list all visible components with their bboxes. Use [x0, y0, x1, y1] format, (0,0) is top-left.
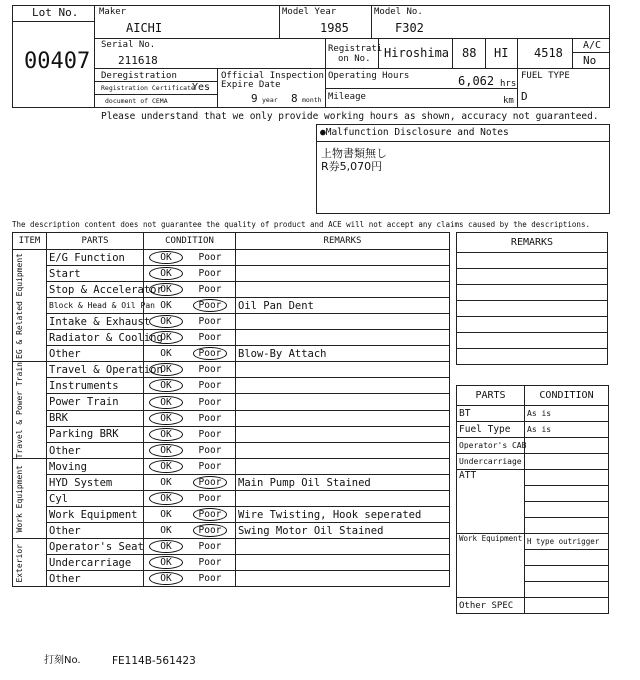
poor-label: Poor — [198, 268, 222, 279]
spec-work-label: Work Equipment — [457, 534, 525, 598]
side-remarks-cell — [457, 349, 608, 365]
part-name: Instruments — [47, 378, 144, 394]
table-row — [13, 362, 450, 378]
side-remarks-header: REMARKS — [457, 233, 608, 253]
spec-bt-value: As is — [525, 406, 609, 422]
remark — [236, 250, 450, 266]
group-label-text: Travel & Power Train — [15, 362, 24, 459]
spec-under-label: Undercarriage — [457, 454, 525, 470]
condition-cell — [144, 523, 236, 539]
condition-cell — [144, 459, 236, 475]
poor-label: Poor — [198, 428, 222, 440]
mileage-line — [325, 88, 517, 89]
side-remarks-cell — [457, 285, 608, 301]
ok-option — [144, 316, 188, 327]
remark — [236, 555, 450, 571]
table-row — [13, 475, 450, 491]
model-no: F302 — [395, 21, 424, 35]
condition-cell — [144, 475, 236, 491]
ok-option — [144, 380, 188, 391]
spec-cab-label: Operator's CAB — [457, 438, 525, 454]
col-condition-header: CONDITION — [144, 233, 236, 250]
vline-c — [325, 38, 326, 108]
ok-option — [144, 364, 188, 375]
part-name: Operator's Seat — [47, 539, 144, 555]
part-name: Other — [47, 443, 144, 459]
poor-label: Poor — [193, 476, 228, 489]
spec-fuel-value: As is — [525, 422, 609, 438]
ok-option — [144, 445, 188, 456]
mileage-unit: km — [503, 96, 514, 106]
poor-label: Poor — [198, 332, 222, 343]
part-name: Block & Head & Oil Pan — [47, 298, 144, 314]
side-remarks-row — [457, 301, 608, 317]
ok-label: OK — [149, 267, 182, 280]
poor-label: Poor — [198, 557, 222, 569]
table-row — [13, 346, 450, 362]
disclaimer: The description content does not guarantee the quality of product and ACE will not accept any claims caused by the descriptions. — [12, 220, 590, 229]
ok-option — [144, 252, 188, 263]
spec-condition-header: CONDITION — [525, 386, 609, 406]
condition-cell — [144, 410, 236, 426]
inspection-label-2: Expire Date — [221, 80, 281, 90]
poor-label: Poor — [198, 396, 222, 408]
remark — [236, 539, 450, 555]
table-row — [13, 378, 450, 394]
poor-label: Poor — [198, 252, 222, 263]
ok-option — [144, 397, 188, 408]
maker: AICHI — [126, 21, 163, 35]
ok-option — [144, 429, 188, 440]
poor-option — [188, 477, 232, 488]
table-row — [13, 523, 450, 539]
part-name: Work Equipment — [47, 507, 144, 523]
ok-option — [144, 332, 188, 343]
registration-label-1: Registrati — [328, 44, 383, 54]
remark — [236, 491, 450, 507]
poor-option — [188, 541, 232, 552]
malfunction-title: ●Malfunction Disclosure and Notes — [320, 127, 509, 138]
ok-option — [144, 557, 188, 568]
remark: Swing Motor Oil Stained — [236, 523, 450, 539]
part-name: Undercarriage — [47, 555, 144, 571]
part-name: Other — [47, 346, 144, 362]
ok-label: OK — [149, 363, 182, 376]
poor-label: Poor — [193, 299, 228, 312]
poor-label: Poor — [198, 284, 222, 295]
group-label — [13, 250, 47, 362]
ok-option — [144, 573, 188, 584]
header-row-line-2 — [95, 68, 610, 69]
remark — [236, 459, 450, 475]
poor-option — [188, 525, 232, 536]
condition-cell — [144, 362, 236, 378]
hours-label: Operating Hours — [328, 71, 410, 81]
poor-label: Poor — [193, 524, 228, 537]
ok-label: OK — [160, 300, 172, 311]
spec-work-value: H type outrigger — [525, 534, 609, 550]
ok-label: OK — [149, 412, 182, 425]
ok-label: OK — [149, 444, 182, 457]
spec-cab-value — [525, 438, 609, 454]
poor-label: Poor — [198, 461, 222, 473]
ok-option — [144, 493, 188, 504]
condition-cell — [144, 282, 236, 298]
side-remarks-cell — [457, 317, 608, 333]
ac-line — [572, 52, 610, 53]
condition-cell — [144, 378, 236, 394]
malfunction-line2: R券5,070円 — [321, 160, 383, 173]
ok-option — [144, 284, 188, 295]
lot-no: 00407 — [24, 49, 91, 74]
poor-option — [188, 252, 232, 263]
hours-value: 6,062 — [458, 74, 495, 88]
ok-label: OK — [149, 572, 182, 585]
ok-option — [144, 300, 188, 311]
condition-cell — [144, 346, 236, 362]
part-name: Parking BRK — [47, 426, 144, 442]
registration-label-2: on No. — [338, 54, 371, 64]
side-remarks-cell — [457, 301, 608, 317]
remark — [236, 314, 450, 330]
col-remarks-header: REMARKS — [236, 233, 450, 250]
poor-option — [188, 493, 232, 504]
ok-label: OK — [160, 525, 172, 537]
poor-option — [188, 332, 232, 343]
spec-att-value-1 — [525, 470, 609, 486]
table-row — [13, 507, 450, 523]
part-name: BRK — [47, 410, 144, 426]
spec-fuel-label: Fuel Type — [457, 422, 525, 438]
ok-option — [144, 348, 188, 359]
serial-no: 211618 — [118, 54, 158, 67]
spec-other-label: Other SPEC — [457, 598, 525, 614]
poor-option — [188, 316, 232, 327]
remark — [236, 426, 450, 442]
poor-label: Poor — [198, 316, 222, 327]
spec-att-value-4 — [525, 518, 609, 534]
table-row — [13, 443, 450, 459]
col-parts-header: PARTS — [47, 233, 144, 250]
condition-cell — [144, 394, 236, 410]
deregistration-label: Deregistration — [101, 71, 177, 81]
part-name: Start — [47, 266, 144, 282]
part-name: Power Train — [47, 394, 144, 410]
poor-label: Poor — [193, 508, 228, 521]
remark — [236, 266, 450, 282]
ok-label: OK — [149, 315, 182, 328]
part-name: Travel & Operation — [47, 362, 144, 378]
poor-option — [188, 461, 232, 472]
reg-city: Hiroshima — [384, 46, 450, 60]
spec-work-value-3 — [525, 566, 609, 582]
condition-cell — [144, 507, 236, 523]
group-label-text: Exterior — [15, 543, 24, 583]
ok-option — [144, 461, 188, 472]
condition-cell — [144, 426, 236, 442]
ok-label: OK — [149, 396, 182, 409]
ok-option — [144, 268, 188, 279]
remark: Oil Pan Dent — [236, 298, 450, 314]
side-remarks-row — [457, 333, 608, 349]
table-row — [13, 555, 450, 571]
hours-unit: hrs — [500, 79, 517, 89]
remark — [236, 362, 450, 378]
side-remarks-cell — [457, 253, 608, 269]
spec-bt-label: BT — [457, 406, 525, 422]
part-name: Other — [47, 571, 144, 587]
remark — [236, 394, 450, 410]
ok-label: OK — [149, 379, 182, 392]
ok-label: OK — [149, 460, 182, 473]
condition-cell — [144, 555, 236, 571]
poor-option — [188, 364, 232, 375]
notice: Please understand that we only provide working hours as shown, accuracy not guaranteed. — [101, 111, 599, 122]
condition-cell — [144, 571, 236, 587]
part-name: Radiator & Cooling — [47, 330, 144, 346]
table-row — [13, 571, 450, 587]
maker-label: Maker — [99, 7, 127, 17]
reg-certificate-value: Yes — [192, 82, 211, 93]
condition-cell — [144, 250, 236, 266]
poor-label: Poor — [198, 573, 222, 585]
ok-label: OK — [149, 283, 182, 296]
poor-option — [188, 509, 232, 520]
malfunction-title-line — [316, 141, 610, 142]
ac-label: A/C — [583, 40, 602, 51]
stamp-value: FE114B-561423 — [112, 655, 196, 667]
poor-option — [188, 573, 232, 584]
ok-label: OK — [149, 556, 182, 569]
part-name: Intake & Exhaust — [47, 314, 144, 330]
poor-option — [188, 380, 232, 391]
ok-label: OK — [149, 492, 182, 505]
part-name: HYD System — [47, 475, 144, 491]
ok-label: OK — [149, 428, 182, 441]
reg-num1: 88 — [462, 46, 477, 60]
table-row — [13, 394, 450, 410]
serial-no-label: Serial No. — [101, 40, 156, 50]
table-row — [13, 410, 450, 426]
ok-label: OK — [160, 477, 172, 489]
remark — [236, 282, 450, 298]
table-row — [13, 330, 450, 346]
table-row — [13, 250, 450, 266]
ok-label: OK — [149, 331, 182, 344]
poor-option — [188, 284, 232, 295]
side-remarks-cell — [457, 269, 608, 285]
table-row — [13, 282, 450, 298]
model-year-label: Model Year — [282, 7, 337, 17]
table-row — [13, 314, 450, 330]
poor-option — [188, 445, 232, 456]
ok-label: OK — [149, 540, 182, 553]
ok-option — [144, 477, 188, 488]
spec-other-value — [525, 598, 609, 614]
poor-label: Poor — [193, 347, 228, 360]
poor-label: Poor — [198, 493, 222, 505]
side-remarks-row — [457, 317, 608, 333]
ok-option — [144, 413, 188, 424]
ok-label: OK — [160, 348, 172, 359]
vline-a — [279, 5, 280, 38]
ok-label: OK — [149, 251, 182, 264]
inspection-label-1: Official Inspection — [221, 71, 324, 81]
inspection-table — [12, 232, 450, 587]
vline-e — [452, 38, 453, 68]
group-label-text: Work Equipment — [15, 465, 24, 533]
part-name: Other — [47, 523, 144, 539]
month-unit: month — [302, 96, 322, 104]
spec-table — [456, 385, 609, 614]
cema-label: document of CEMA — [105, 97, 168, 105]
year-unit: year — [262, 96, 278, 104]
poor-option — [188, 413, 232, 424]
side-remarks-row — [457, 269, 608, 285]
lot-no-label: Lot No. — [32, 6, 79, 19]
poor-option — [188, 348, 232, 359]
side-remarks-row — [457, 253, 608, 269]
group-label — [13, 459, 47, 539]
stamp-label: 打刻No. — [44, 655, 81, 666]
table-row — [13, 459, 450, 475]
vline-h — [572, 38, 573, 68]
poor-option — [188, 397, 232, 408]
remark — [236, 378, 450, 394]
vline-b — [371, 5, 372, 38]
poor-label: Poor — [198, 541, 222, 553]
header-row-line-1 — [95, 38, 610, 39]
fuel-type-label: FUEL TYPE — [521, 71, 570, 81]
expire-month: 8 — [291, 92, 298, 105]
condition-cell — [144, 491, 236, 507]
ok-option — [144, 509, 188, 520]
side-remarks-row — [457, 285, 608, 301]
remark: Main Pump Oil Stained — [236, 475, 450, 491]
ok-option — [144, 525, 188, 536]
spec-work-value-2 — [525, 550, 609, 566]
ok-option — [144, 541, 188, 552]
vline-g — [517, 38, 518, 108]
table-row — [13, 426, 450, 442]
reg-num2: 4518 — [534, 46, 563, 60]
part-name: Cyl — [47, 491, 144, 507]
table-row — [13, 491, 450, 507]
group-label-text: EG & Related Equipment — [15, 252, 24, 359]
reg-certificate-label: Registration Certificate — [101, 84, 195, 92]
ok-label: OK — [160, 509, 172, 521]
remark — [236, 443, 450, 459]
condition-cell — [144, 266, 236, 282]
poor-option — [188, 268, 232, 279]
table-row — [13, 266, 450, 282]
poor-option — [188, 300, 232, 311]
model-no-label: Model No. — [374, 7, 423, 17]
remark — [236, 410, 450, 426]
spec-parts-header: PARTS — [457, 386, 525, 406]
side-remarks-cell — [457, 333, 608, 349]
ac-value: No — [583, 54, 597, 67]
condition-cell — [144, 330, 236, 346]
poor-label: Poor — [198, 412, 222, 424]
remark: Wire Twisting, Hook seperated — [236, 507, 450, 523]
remark — [236, 571, 450, 587]
fuel-type: D — [521, 90, 528, 103]
vline-dereg — [217, 68, 218, 108]
col-item-header: ITEM — [13, 233, 47, 250]
table-row — [13, 298, 450, 314]
part-name: Moving — [47, 459, 144, 475]
part-name: E/G Function — [47, 250, 144, 266]
condition-cell — [144, 539, 236, 555]
part-name: Stop & Accelerator — [47, 282, 144, 298]
group-label — [13, 362, 47, 459]
malfunction-line1: 上物書類無し — [321, 147, 387, 160]
poor-option — [188, 557, 232, 568]
group-label — [13, 539, 47, 587]
spec-att-value-2 — [525, 486, 609, 502]
poor-label: Poor — [198, 380, 222, 392]
spec-att-label: ATT — [457, 470, 525, 534]
mileage-label: Mileage — [328, 92, 366, 102]
model-year: 1985 — [320, 21, 349, 35]
side-remarks-row — [457, 349, 608, 365]
side-remarks-table — [456, 232, 608, 365]
spec-under-value — [525, 454, 609, 470]
table-row — [13, 539, 450, 555]
spec-att-value-3 — [525, 502, 609, 518]
condition-cell — [144, 443, 236, 459]
vline-f — [485, 38, 486, 68]
poor-label: Poor — [198, 445, 222, 457]
spec-work-value-4 — [525, 582, 609, 598]
remark — [236, 330, 450, 346]
condition-cell — [144, 314, 236, 330]
expire-year: 9 — [251, 92, 258, 105]
reg-kana: HI — [494, 46, 509, 60]
poor-option — [188, 429, 232, 440]
remark: Blow-By Attach — [236, 346, 450, 362]
poor-label: Poor — [198, 364, 222, 376]
condition-cell — [144, 298, 236, 314]
